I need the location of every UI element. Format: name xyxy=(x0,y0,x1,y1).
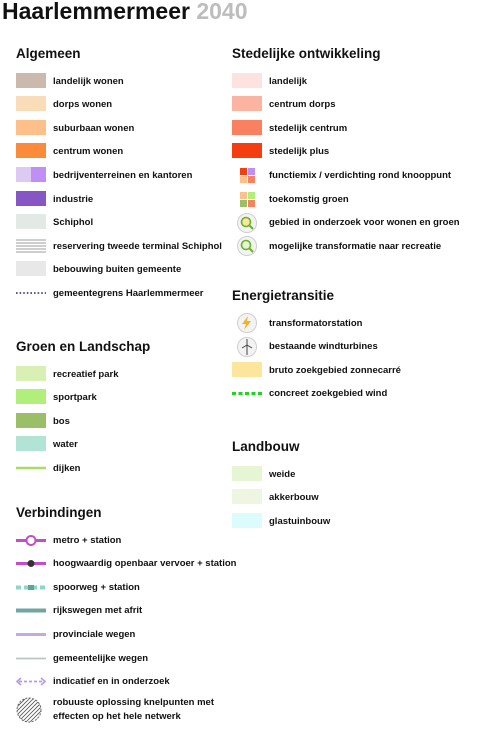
legend-label: spoorweg + station xyxy=(53,581,140,593)
hatched-circle-icon xyxy=(16,696,46,724)
legend-item-rijkswegen-met-afrit xyxy=(16,602,142,620)
legend-label: bebouwing buiten gemeente xyxy=(53,264,182,276)
color-swatch xyxy=(16,120,46,137)
provincial-road-symbol xyxy=(16,626,46,643)
legend-item-weide xyxy=(232,465,295,483)
dotted-line-symbol xyxy=(16,285,46,302)
legend-item-water xyxy=(16,436,78,454)
legend-label: weide xyxy=(269,468,296,480)
legend-label: provinciale wegen xyxy=(53,628,136,640)
legend-label: mogelijke transformatie naar recreatie xyxy=(269,240,442,252)
legend-label: sportpark xyxy=(53,392,97,404)
legend-item-stedelijk-centrum xyxy=(232,119,347,137)
color-swatch xyxy=(16,96,46,113)
legend-item-mogelijke-transformatie-naar-recreatie xyxy=(232,237,441,255)
legend-label: stedelijk centrum xyxy=(269,122,348,134)
color-swatch xyxy=(16,389,46,406)
color-swatch xyxy=(16,167,46,184)
legend-label: bruto zoekgebied zonnecarré xyxy=(269,364,401,376)
legend-item-provinciale-wegen xyxy=(16,625,135,643)
legend-item-indicatief-en-in-onderzoek xyxy=(16,673,170,691)
legend-label-line-2: effecten op het hele netwerk xyxy=(53,711,181,723)
legend-item-spoorweg-station xyxy=(16,578,140,596)
legend-item-recreatief-park xyxy=(16,365,118,383)
legend-item-centrum-dorps xyxy=(232,96,336,114)
legend-label: rijkswegen met afrit xyxy=(53,605,143,617)
legend-item-dijken xyxy=(16,459,80,477)
hatch-swatch xyxy=(16,238,46,255)
legend-item-landelijk-wonen xyxy=(16,72,124,90)
future-green-icon xyxy=(232,191,262,208)
section-title-algemeen: Algemeen xyxy=(16,46,81,61)
color-swatch xyxy=(16,143,46,160)
legend-item-dorps-wonen xyxy=(16,96,112,114)
legend-item-reservering-tweede-terminal-schiphol xyxy=(16,237,222,255)
legend-label: water xyxy=(53,439,78,451)
legend-label: transformatorstation xyxy=(269,317,363,329)
color-swatch xyxy=(232,513,262,530)
color-swatch xyxy=(232,362,262,379)
legend-item-bos xyxy=(16,412,70,430)
wind-search-area-symbol xyxy=(232,385,262,402)
legend-label: bos xyxy=(53,415,70,427)
legend-label: bestaande windturbines xyxy=(269,341,378,353)
legend-item-industrie xyxy=(16,190,93,208)
wind-turbine-icon xyxy=(232,337,262,357)
legend-item-concreet-zoekgebied-wind xyxy=(232,385,387,403)
color-swatch xyxy=(16,366,46,383)
legend-label: recreatief park xyxy=(53,368,119,380)
magnifier-yellow-icon xyxy=(232,213,262,233)
legend-label: functiemix / verdichting rond knooppunt xyxy=(269,169,452,181)
legend-label: glastuinbouw xyxy=(269,515,331,527)
section-title-groen-en-landschap: Groen en Landschap xyxy=(16,339,151,354)
legend-item-toekomstig-groen xyxy=(232,190,349,208)
legend-label: suburbaan wonen xyxy=(53,122,135,134)
legend-label: bedrijventerreinen en kantoren xyxy=(53,169,193,181)
legend-label: indicatief en in onderzoek xyxy=(53,676,170,688)
color-swatch xyxy=(16,73,46,90)
hov-station-icon xyxy=(16,555,46,572)
legend-item-hoogwaardig-openbaar-vervoer-station xyxy=(16,555,236,573)
legend-label: akkerbouw xyxy=(269,492,319,504)
legend-label: gebied in onderzoek voor wonen en groen xyxy=(269,217,460,229)
legend-item-bestaande-windturbines xyxy=(232,338,378,356)
legend-item-bedrijventerreinen-en-kantoren xyxy=(16,166,192,184)
dashed-arrow-line-symbol xyxy=(16,673,46,690)
metro-station-icon xyxy=(16,532,46,549)
color-swatch xyxy=(16,436,46,453)
legend-label: hoogwaardig openbaar vervoer + station xyxy=(53,558,237,570)
railway-station-icon xyxy=(16,579,46,596)
legend-label: landelijk xyxy=(269,75,308,87)
transformer-bolt-icon xyxy=(232,313,262,333)
legend-item-stedelijk-plus xyxy=(232,143,329,161)
color-swatch xyxy=(16,261,46,278)
color-swatch xyxy=(232,143,262,160)
legend-item-schiphol xyxy=(16,214,93,232)
page-title xyxy=(2,0,248,25)
title-main: Haarlemmermeer xyxy=(2,0,190,24)
legend-item-landelijk xyxy=(232,72,307,90)
legend-label xyxy=(53,696,214,724)
legend-label: dorps wonen xyxy=(53,99,113,111)
legend-item-robuuste-oplossing-knelpunten-met xyxy=(16,696,214,724)
legend-label: gemeentelijke wegen xyxy=(53,652,149,664)
legend-label: dijken xyxy=(53,462,81,474)
legend-item-akkerbouw xyxy=(232,489,319,507)
legend-label: landelijk wonen xyxy=(53,75,124,87)
legend-item-transformatorstation xyxy=(232,314,362,332)
legend-item-functiemix-verdichting-rond-knooppunt xyxy=(232,166,451,184)
dike-line-symbol xyxy=(16,460,46,477)
magnifier-green-icon xyxy=(232,236,262,256)
legend-label: centrum dorps xyxy=(269,99,336,111)
legend-label: concreet zoekgebied wind xyxy=(269,388,388,400)
section-title-verbindingen: Verbindingen xyxy=(16,505,102,520)
legend-label: gemeentegrens Haarlemmermeer xyxy=(53,287,204,299)
color-swatch xyxy=(16,214,46,231)
color-swatch xyxy=(16,191,46,208)
color-swatch xyxy=(16,413,46,430)
legend-label-line-1: robuuste oplossing knelpunten met xyxy=(53,697,214,709)
color-swatch xyxy=(232,466,262,483)
municipal-road-symbol xyxy=(16,650,46,667)
legend-label: stedelijk plus xyxy=(269,146,330,158)
color-swatch xyxy=(232,120,262,137)
color-swatch xyxy=(232,489,262,506)
legend-item-metro-station xyxy=(16,531,121,549)
legend-label: toekomstig groen xyxy=(269,193,349,205)
color-swatch xyxy=(232,96,262,113)
legend-label: reservering tweede terminal Schiphol xyxy=(53,240,222,252)
section-title-stedelijke-ontwikkeling: Stedelijke ontwikkeling xyxy=(232,46,381,61)
legend-label: metro + station xyxy=(53,534,122,546)
legend-label: Schiphol xyxy=(53,217,94,229)
legend-item-gemeentegrens-haarlemmermeer xyxy=(16,284,204,302)
color-swatch xyxy=(232,73,262,90)
title-year: 2040 xyxy=(196,0,248,24)
legend-label: centrum wonen xyxy=(53,146,124,158)
legend-item-sportpark xyxy=(16,389,97,407)
section-title-energietransitie: Energietransitie xyxy=(232,288,335,303)
legend-item-centrum-wonen xyxy=(16,143,123,161)
highway-line-symbol xyxy=(16,602,46,619)
legend-item-glastuinbouw xyxy=(232,512,330,530)
legend-item-gebied-in-onderzoek-voor-wonen-en-groen xyxy=(232,214,460,232)
legend-item-gemeentelijke-wegen xyxy=(16,649,148,667)
legend-item-bebouwing-buiten-gemeente xyxy=(16,261,181,279)
legend-item-bruto-zoekgebied-zonnecarr xyxy=(232,361,401,379)
function-mix-icon xyxy=(232,167,262,184)
legend-item-suburbaan-wonen xyxy=(16,119,134,137)
section-title-landbouw: Landbouw xyxy=(232,439,300,454)
legend-label: industrie xyxy=(53,193,94,205)
